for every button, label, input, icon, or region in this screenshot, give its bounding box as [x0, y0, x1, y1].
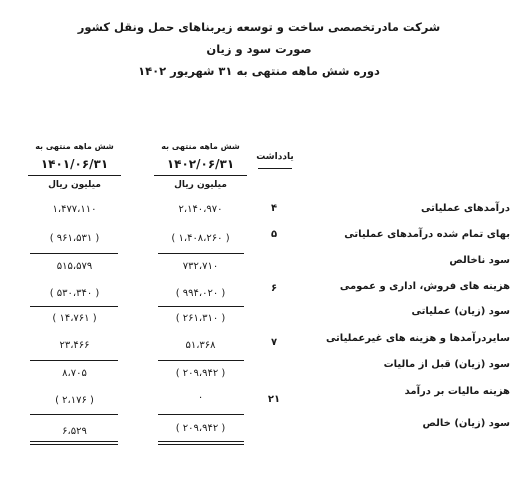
statement-title: صورت سود و زیان — [206, 42, 312, 56]
previous-period-unit: میلیون ریال — [48, 180, 101, 190]
subtotal-rule-current-4 — [158, 414, 244, 415]
row-previous-profit-before-tax: ۸،۷۰۵ — [62, 368, 87, 379]
row-label-selling-admin-expenses: هزینه های فروش، اداری و عمومی — [339, 281, 510, 292]
current-header-rule — [154, 175, 247, 176]
subtotal-rule-current — [158, 253, 244, 254]
row-note-income-tax: ۲۱ — [267, 394, 281, 405]
row-label-gross-profit: سود ناخالص — [449, 255, 510, 266]
current-period-header — [148, 142, 253, 190]
total-double-rule-previous — [30, 441, 118, 445]
current-period-title: شش ماهه منتهی به — [161, 142, 240, 151]
subtotal-rule-current-3 — [158, 360, 244, 361]
subtotal-rule-current-2 — [158, 306, 244, 307]
row-current-net-profit: ( ۲۰۹،۹۴۲ ) — [175, 423, 226, 434]
row-current-operating-profit: ( ۲۶۱،۳۱۰ ) — [175, 313, 226, 324]
row-previous-selling-admin-expenses: ( ۵۳۰،۳۴۰ ) — [49, 288, 100, 299]
row-current-selling-admin-expenses: ( ۹۹۴،۰۲۰ ) — [175, 288, 226, 299]
subtotal-rule-previous — [30, 253, 118, 254]
row-previous-gross-profit: ۵۱۵،۵۷۹ — [56, 261, 93, 272]
row-current-other-income-expenses: ۵۱،۳۶۸ — [185, 340, 216, 351]
row-previous-operating-profit: ( ۱۴،۷۶۱ ) — [52, 313, 97, 324]
note-column-header: یادداشت — [256, 152, 294, 162]
previous-period-date: ۱۴۰۱/۰۶/۳۱ — [40, 157, 109, 171]
period-title: دوره شش ماهه منتهی به ۳۱ شهریور ۱۴۰۲ — [138, 64, 380, 78]
row-label-operating-revenue: درآمدهای عملیاتی — [421, 203, 510, 214]
previous-header-rule — [28, 175, 121, 176]
row-note-operating-revenue: ۴ — [270, 203, 278, 214]
row-current-profit-before-tax: ( ۲۰۹،۹۴۲ ) — [175, 368, 226, 379]
row-label-cost-of-revenue: بهای تمام شده درآمدهای عملیاتی — [344, 229, 510, 240]
previous-period-title: شش ماهه منتهی به — [35, 142, 114, 151]
subtotal-rule-previous-3 — [30, 360, 118, 361]
row-note-selling-admin-expenses: ۶ — [270, 283, 278, 294]
row-current-cost-of-revenue: ( ۱،۴۰۸،۲۶۰ ) — [171, 233, 230, 244]
row-current-gross-profit: ۷۳۲،۷۱۰ — [182, 261, 219, 272]
current-period-date: ۱۴۰۲/۰۶/۳۱ — [166, 157, 235, 171]
total-double-rule-current — [158, 441, 244, 445]
row-label-profit-before-tax: سود (زیان) قبل از مالیات — [383, 359, 510, 370]
row-label-income-tax: هزینه مالیات بر درآمد — [404, 386, 510, 397]
previous-period-header — [22, 142, 127, 190]
row-label-operating-profit: سود (زیان) عملیاتی — [411, 306, 510, 317]
row-label-net-profit: سود (زیان) خالص — [422, 418, 510, 429]
row-current-income-tax: ۰ — [197, 392, 204, 403]
company-name: شرکت مادرتخصصی ساخت و توسعه زیربناهای حمل ونقل کشور — [77, 20, 441, 34]
row-previous-operating-revenue: ۱،۴۷۷،۱۱۰ — [52, 204, 97, 215]
row-note-other-income-expenses: ۷ — [270, 337, 278, 348]
row-previous-income-tax: ( ۲،۱۷۶ ) — [55, 395, 94, 406]
row-current-operating-revenue: ۲،۱۴۰،۹۷۰ — [178, 204, 223, 215]
row-label-other-income-expenses: سایردرآمدها و هزینه های غیرعملیاتی — [325, 333, 510, 344]
note-header-rule — [258, 168, 292, 169]
current-period-unit: میلیون ریال — [174, 180, 227, 190]
subtotal-rule-previous-2 — [30, 306, 118, 307]
row-previous-other-income-expenses: ۲۳،۴۶۶ — [59, 340, 90, 351]
row-previous-net-profit: ۶،۵۲۹ — [62, 426, 87, 437]
row-note-cost-of-revenue: ۵ — [270, 229, 278, 240]
subtotal-rule-previous-4 — [30, 414, 118, 415]
row-previous-cost-of-revenue: ( ۹۶۱،۵۳۱ ) — [49, 233, 100, 244]
